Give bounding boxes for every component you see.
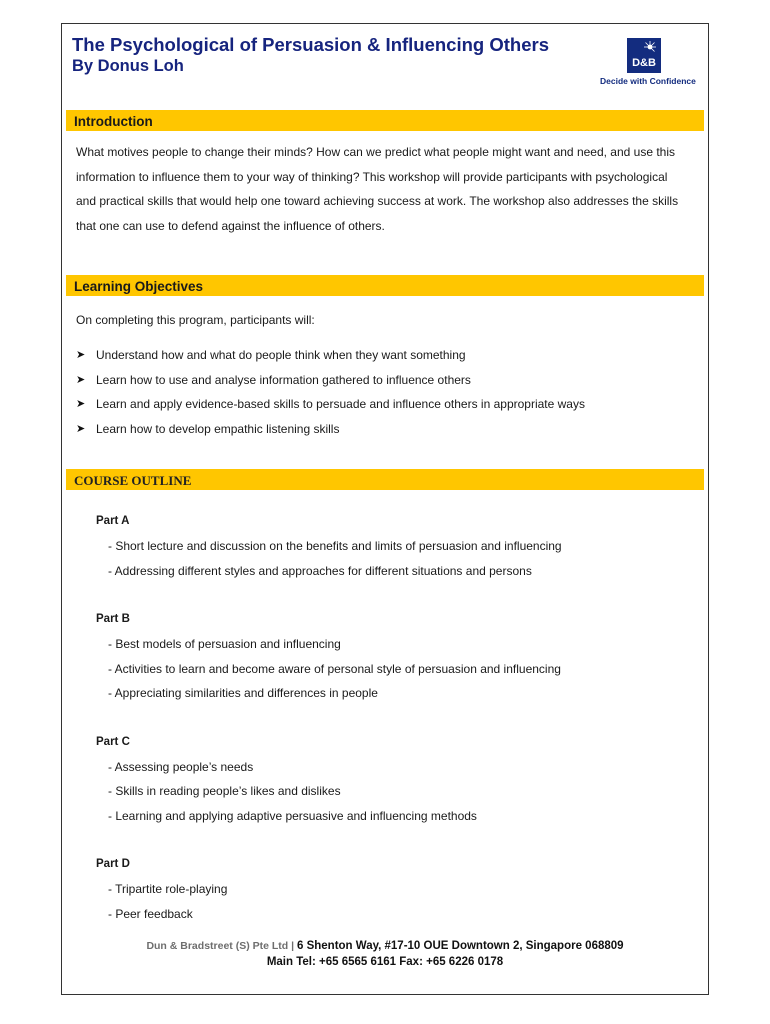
list-item xyxy=(76,368,585,393)
list-item xyxy=(76,392,585,417)
footer-address: 6 Shenton Way, #17-10 OUE Downtown 2, Singapore 068809 xyxy=(296,940,624,952)
arrow-bullet-icon: ➤ xyxy=(76,349,86,361)
part-c-item: - Skills in reading people’s likes and dislikes xyxy=(108,784,341,798)
document-author: By Donus Loh xyxy=(72,57,184,75)
objectives-intro: On completing this program, participants will: xyxy=(76,313,315,327)
section-heading-course-outline: COURSE OUTLINE xyxy=(66,469,704,490)
part-c-heading: Part C xyxy=(96,736,130,748)
arrow-bullet-icon: ➤ xyxy=(76,373,86,386)
document-title: The Psychological of Persuasion & Influencing Others xyxy=(72,34,549,55)
part-a-item: - Addressing different styles and approaches for different situations and persons xyxy=(108,564,532,578)
list-item-text: Learn how to develop empathic listening skills xyxy=(96,421,340,436)
arrow-bullet-icon: ➤ xyxy=(76,422,86,435)
arrow-bullet-icon: ➤ xyxy=(76,398,86,410)
part-a-item: - Short lecture and discussion on the benefits and limits of persuasion and influencing xyxy=(108,539,562,553)
footer-address-line xyxy=(0,940,770,952)
list-item-text: Learn and apply evidence-based skills to persuade and influence others in appropriate ways xyxy=(96,397,585,411)
introduction-text: What motives people to change their minds? How can we predict what people might want and need, and use this information to influence them to your way of thinking? This workshop will provide participants with psychological and practical skills that would help one toward achieving success at work. The workshop also addresses the skills that one can use to defend against the influence of others. xyxy=(76,145,679,234)
dnb-logo-text: D&B xyxy=(632,57,656,69)
list-item xyxy=(76,343,585,368)
section-heading-objectives: Learning Objectives xyxy=(66,275,704,296)
part-c-item: - Learning and applying adaptive persuasive and influencing methods xyxy=(108,809,477,823)
part-b-item: - Activities to learn and become aware of personal style of persuasion and influencing xyxy=(108,662,561,676)
list-item-text: Learn how to use and analyse information gathered to influence others xyxy=(96,372,471,387)
list-item-text: Understand how and what do people think when they want something xyxy=(96,348,466,362)
part-b-heading: Part B xyxy=(96,613,130,625)
objectives-list xyxy=(76,343,585,441)
part-d-heading: Part D xyxy=(96,858,130,870)
section-heading-introduction: Introduction xyxy=(66,110,704,131)
dnb-logo xyxy=(627,38,661,73)
part-d-item: - Peer feedback xyxy=(108,907,193,921)
part-d-item: - Tripartite role-playing xyxy=(108,882,228,896)
footer-contact: Main Tel: +65 6565 6161 Fax: +65 6226 0178 xyxy=(266,956,504,968)
part-a-heading: Part A xyxy=(96,515,130,527)
part-c-item: - Assessing people’s needs xyxy=(108,760,254,774)
list-item xyxy=(76,417,585,442)
footer-company: Dun & Bradstreet (S) Pte Ltd | xyxy=(146,940,297,952)
part-b-item: - Best models of persuasion and influencing xyxy=(108,637,341,651)
part-b-item: - Appreciating similarities and differences in people xyxy=(108,686,378,700)
logo-tagline: Decide with Confidence xyxy=(600,76,696,86)
dnb-logo-icon xyxy=(627,38,661,73)
